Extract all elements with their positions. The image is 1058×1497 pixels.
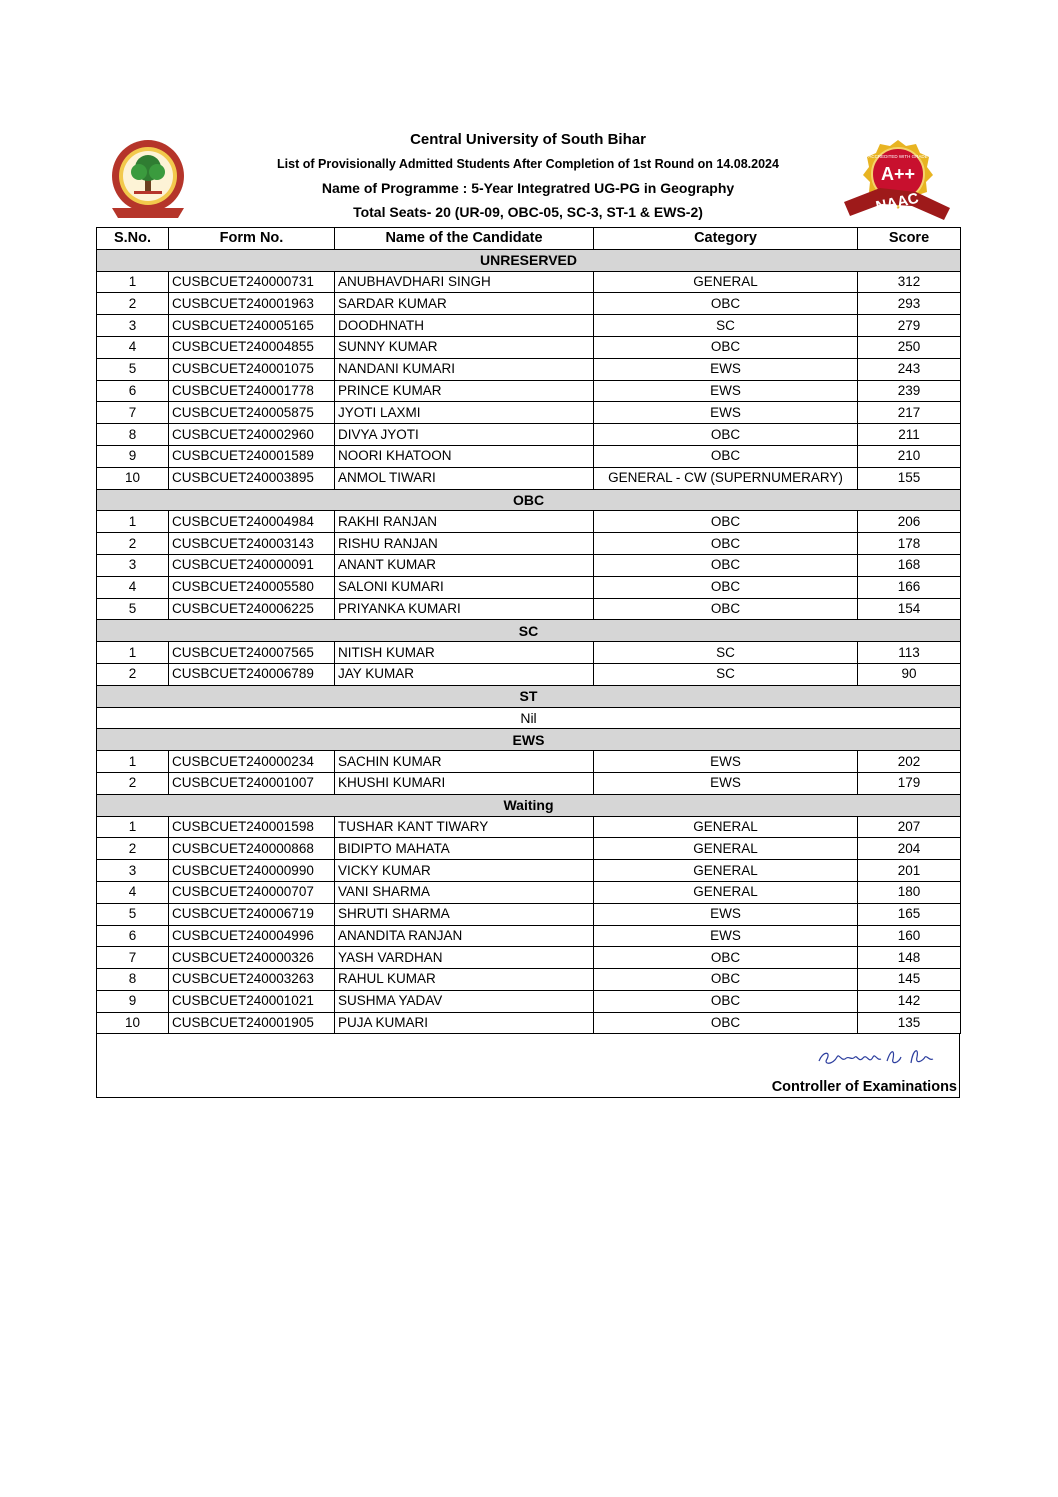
cell-form-no: CUSBCUET240001963 [169, 293, 335, 315]
cell-sno: 8 [97, 969, 169, 991]
cell-category: OBC [594, 969, 858, 991]
table-header-row [97, 228, 961, 250]
cell-category: GENERAL - CW (SUPERNUMERARY) [594, 467, 858, 489]
cell-candidate-name: SHRUTI SHARMA [335, 903, 594, 925]
table-row [97, 903, 961, 925]
cell-form-no: CUSBCUET240005580 [169, 576, 335, 598]
cell-category: SC [594, 663, 858, 685]
cell-form-no: CUSBCUET240004996 [169, 925, 335, 947]
cell-score: 217 [858, 402, 961, 424]
cell-candidate-name: SUNNY KUMAR [335, 336, 594, 358]
cell-sno: 10 [97, 1012, 169, 1034]
cell-candidate-name: KHUSHI KUMARI [335, 772, 594, 794]
cell-score: 142 [858, 990, 961, 1012]
cell-category: OBC [594, 1012, 858, 1034]
list-title: List of Provisionally Admitted Students After Completion of 1st Round on 14.08.2024 [277, 157, 779, 171]
cell-score: 165 [858, 903, 961, 925]
cell-sno: 5 [97, 358, 169, 380]
cell-candidate-name: SACHIN KUMAR [335, 751, 594, 773]
table-row [97, 445, 961, 467]
table-row [97, 838, 961, 860]
cell-sno: 6 [97, 925, 169, 947]
table-row [97, 402, 961, 424]
cell-sno: 3 [97, 860, 169, 882]
section-title: OBC [97, 489, 961, 511]
column-header-name: Name of the Candidate [335, 228, 594, 250]
cell-candidate-name: DOODHNATH [335, 315, 594, 337]
cell-score: 155 [858, 467, 961, 489]
section-title: Waiting [97, 794, 961, 816]
cell-category: OBC [594, 576, 858, 598]
cell-category: OBC [594, 445, 858, 467]
cell-category: SC [594, 315, 858, 337]
section-title: UNRESERVED [97, 249, 961, 271]
cell-score: 293 [858, 293, 961, 315]
table-row [97, 467, 961, 489]
cell-score: 250 [858, 336, 961, 358]
naac-logo-icon [840, 136, 956, 226]
table-row [97, 424, 961, 446]
admission-table [96, 227, 961, 1034]
cell-sno: 2 [97, 772, 169, 794]
cell-form-no: CUSBCUET240001007 [169, 772, 335, 794]
signature-image [811, 1043, 941, 1071]
cell-form-no: CUSBCUET240006719 [169, 903, 335, 925]
cell-candidate-name: JAY KUMAR [335, 663, 594, 685]
column-header-sno: S.No. [97, 228, 169, 250]
table-row [97, 1012, 961, 1034]
cell-sno: 4 [97, 336, 169, 358]
cell-sno: 5 [97, 903, 169, 925]
nil-cell: Nil [97, 707, 961, 729]
section-header-row [97, 249, 961, 271]
naac-grade: A++ [880, 164, 916, 184]
table-row [97, 315, 961, 337]
cell-sno: 10 [97, 467, 169, 489]
table-row [97, 881, 961, 903]
cell-score: 113 [858, 642, 961, 664]
cell-candidate-name: VICKY KUMAR [335, 860, 594, 882]
cell-form-no: CUSBCUET240004855 [169, 336, 335, 358]
table-row [97, 576, 961, 598]
cell-sno: 2 [97, 293, 169, 315]
cell-score: 179 [858, 772, 961, 794]
cell-score: 90 [858, 663, 961, 685]
cell-form-no: CUSBCUET240000990 [169, 860, 335, 882]
cell-form-no: CUSBCUET240001589 [169, 445, 335, 467]
cell-score: 207 [858, 816, 961, 838]
cell-candidate-name: JYOTI LAXMI [335, 402, 594, 424]
cell-category: OBC [594, 336, 858, 358]
cell-form-no: CUSBCUET240000234 [169, 751, 335, 773]
cell-score: 204 [858, 838, 961, 860]
cell-form-no: CUSBCUET240003143 [169, 533, 335, 555]
table-row [97, 990, 961, 1012]
cell-category: GENERAL [594, 838, 858, 860]
cell-candidate-name: NANDANI KUMARI [335, 358, 594, 380]
cell-sno: 2 [97, 838, 169, 860]
cell-candidate-name: RISHU RANJAN [335, 533, 594, 555]
cell-form-no: CUSBCUET240006225 [169, 598, 335, 620]
cell-candidate-name: BIDIPTO MAHATA [335, 838, 594, 860]
cell-category: OBC [594, 554, 858, 576]
section-header-row [97, 685, 961, 707]
cell-score: 243 [858, 358, 961, 380]
cell-candidate-name: SARDAR KUMAR [335, 293, 594, 315]
cell-sno: 1 [97, 751, 169, 773]
section-title: EWS [97, 729, 961, 751]
cell-form-no: CUSBCUET240002960 [169, 424, 335, 446]
cell-candidate-name: PRIYANKA KUMARI [335, 598, 594, 620]
section-title: ST [97, 685, 961, 707]
cell-candidate-name: YASH VARDHAN [335, 947, 594, 969]
cell-category: EWS [594, 925, 858, 947]
cell-score: 145 [858, 969, 961, 991]
cell-category: OBC [594, 511, 858, 533]
table-row [97, 380, 961, 402]
table-row [97, 751, 961, 773]
cell-score: 168 [858, 554, 961, 576]
table-row [97, 947, 961, 969]
cell-form-no: CUSBCUET240003895 [169, 467, 335, 489]
cell-candidate-name: ANUBHAVDHARI SINGH [335, 271, 594, 293]
table-row [97, 860, 961, 882]
table-row [97, 271, 961, 293]
cell-candidate-name: NOORI KHATOON [335, 445, 594, 467]
cell-candidate-name: ANMOL TIWARI [335, 467, 594, 489]
cell-form-no: CUSBCUET240001021 [169, 990, 335, 1012]
table-row [97, 642, 961, 664]
cell-form-no: CUSBCUET240000868 [169, 838, 335, 860]
cell-score: 202 [858, 751, 961, 773]
cell-sno: 4 [97, 576, 169, 598]
cell-candidate-name: PRINCE KUMAR [335, 380, 594, 402]
cell-sno: 6 [97, 380, 169, 402]
cell-form-no: CUSBCUET240005165 [169, 315, 335, 337]
cell-category: OBC [594, 598, 858, 620]
cell-form-no: CUSBCUET240006789 [169, 663, 335, 685]
cell-candidate-name: ANANDITA RANJAN [335, 925, 594, 947]
naac-label: NAAC [874, 189, 921, 216]
table-row [97, 554, 961, 576]
cell-category: OBC [594, 293, 858, 315]
cell-sno: 1 [97, 511, 169, 533]
cell-category: GENERAL [594, 881, 858, 903]
university-emblem-icon [108, 138, 188, 222]
column-header-score: Score [858, 228, 961, 250]
cell-candidate-name: SUSHMA YADAV [335, 990, 594, 1012]
cell-sno: 9 [97, 445, 169, 467]
column-header-form-no: Form No. [169, 228, 335, 250]
cell-score: 160 [858, 925, 961, 947]
table-row [97, 663, 961, 685]
section-title: SC [97, 620, 961, 642]
controller-of-examinations: Controller of Examinations [771, 1079, 957, 1095]
table-row [97, 358, 961, 380]
table-row [97, 925, 961, 947]
cell-sno: 5 [97, 598, 169, 620]
university-name: Central University of South Bihar [410, 131, 646, 148]
cell-score: 178 [858, 533, 961, 555]
column-header-category: Category [594, 228, 858, 250]
cell-form-no: CUSBCUET240001598 [169, 816, 335, 838]
document-header [96, 128, 960, 228]
cell-score: 154 [858, 598, 961, 620]
table-row [97, 511, 961, 533]
table-row [97, 533, 961, 555]
cell-category: EWS [594, 380, 858, 402]
cell-score: 210 [858, 445, 961, 467]
cell-score: 180 [858, 881, 961, 903]
cell-score: 148 [858, 947, 961, 969]
cell-category: EWS [594, 772, 858, 794]
cell-sno: 8 [97, 424, 169, 446]
cell-candidate-name: PUJA KUMARI [335, 1012, 594, 1034]
cell-category: EWS [594, 358, 858, 380]
cell-score: 201 [858, 860, 961, 882]
table-row [97, 336, 961, 358]
section-header-row [97, 794, 961, 816]
cell-sno: 2 [97, 533, 169, 555]
cell-sno: 2 [97, 663, 169, 685]
cell-sno: 3 [97, 554, 169, 576]
cell-category: EWS [594, 903, 858, 925]
nil-row [97, 707, 961, 729]
table-body [97, 249, 961, 1034]
cell-score: 206 [858, 511, 961, 533]
table-row [97, 969, 961, 991]
programme-name: Name of Programme : 5-Year Integratred UG-PG in Geography [321, 180, 735, 196]
cell-score: 211 [858, 424, 961, 446]
signature-block [96, 1033, 960, 1098]
cell-candidate-name: RAKHI RANJAN [335, 511, 594, 533]
table-row [97, 816, 961, 838]
cell-form-no: CUSBCUET240005875 [169, 402, 335, 424]
cell-form-no: CUSBCUET240000091 [169, 554, 335, 576]
cell-category: GENERAL [594, 860, 858, 882]
table-row [97, 293, 961, 315]
cell-candidate-name: DIVYA JYOTI [335, 424, 594, 446]
cell-score: 279 [858, 315, 961, 337]
cell-category: EWS [594, 751, 858, 773]
cell-form-no: CUSBCUET240007565 [169, 642, 335, 664]
cell-sno: 7 [97, 947, 169, 969]
cell-score: 135 [858, 1012, 961, 1034]
cell-form-no: CUSBCUET240001905 [169, 1012, 335, 1034]
cell-form-no: CUSBCUET240003263 [169, 969, 335, 991]
cell-sno: 3 [97, 315, 169, 337]
cell-candidate-name: TUSHAR KANT TIWARY [335, 816, 594, 838]
cell-form-no: CUSBCUET240001778 [169, 380, 335, 402]
cell-sno: 4 [97, 881, 169, 903]
cell-form-no: CUSBCUET240000731 [169, 271, 335, 293]
cell-form-no: CUSBCUET240000326 [169, 947, 335, 969]
cell-category: OBC [594, 947, 858, 969]
cell-score: 166 [858, 576, 961, 598]
cell-candidate-name: NITISH KUMAR [335, 642, 594, 664]
section-header-row [97, 489, 961, 511]
naac-ring-text: ACCREDITED WITH GRADE [868, 154, 928, 159]
cell-sno: 9 [97, 990, 169, 1012]
cell-sno: 7 [97, 402, 169, 424]
cell-category: OBC [594, 424, 858, 446]
cell-form-no: CUSBCUET240001075 [169, 358, 335, 380]
cell-score: 239 [858, 380, 961, 402]
cell-form-no: CUSBCUET240004984 [169, 511, 335, 533]
cell-category: EWS [594, 402, 858, 424]
cell-candidate-name: RAHUL KUMAR [335, 969, 594, 991]
cell-category: OBC [594, 990, 858, 1012]
cell-candidate-name: ANANT KUMAR [335, 554, 594, 576]
total-seats: Total Seats- 20 (UR-09, OBC-05, SC-3, ST-1 & EWS-2) [353, 204, 703, 220]
section-header-row [97, 620, 961, 642]
cell-sno: 1 [97, 271, 169, 293]
cell-category: OBC [594, 533, 858, 555]
cell-category: GENERAL [594, 816, 858, 838]
table-row [97, 772, 961, 794]
cell-sno: 1 [97, 642, 169, 664]
table-row [97, 598, 961, 620]
section-header-row [97, 729, 961, 751]
cell-score: 312 [858, 271, 961, 293]
cell-candidate-name: SALONI KUMARI [335, 576, 594, 598]
cell-form-no: CUSBCUET240000707 [169, 881, 335, 903]
cell-category: GENERAL [594, 271, 858, 293]
cell-category: SC [594, 642, 858, 664]
cell-candidate-name: VANI SHARMA [335, 881, 594, 903]
cell-sno: 1 [97, 816, 169, 838]
